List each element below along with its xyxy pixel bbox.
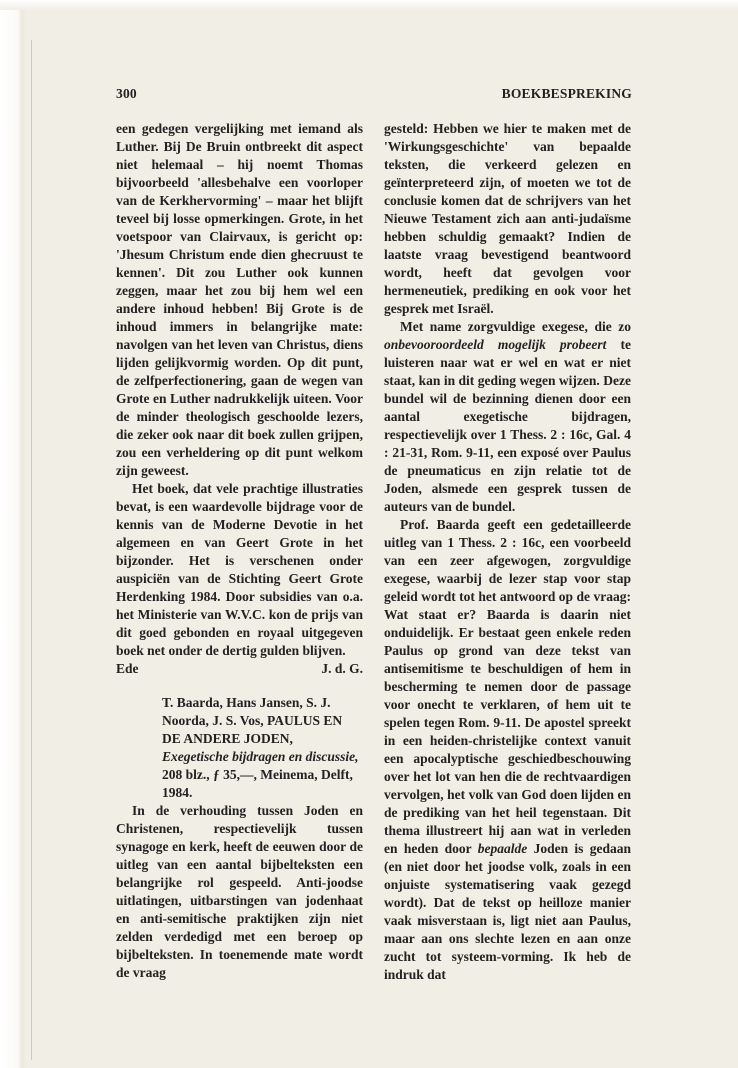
book-citation: [162, 694, 363, 802]
book-authors-title: T. Baarda, Hans Jansen, S. J. Noorda, J. S. Vos, PAULUS EN DE ANDERE JODEN,: [162, 695, 343, 746]
paragraph: gesteld: Hebben we hier te maken met de 'Wirkungsgeschichte' van bepaalde teksten, die verkeerd gelezen en geïnterpreteerd zijn, of moeten we tot de conclusie komen dat de schrijvers van het Nieuwe Testament zich aan anti-judaïsme hebben schuldig gemaakt? Indien de laatste vraag bevestigend beantwoord wordt, heeft dat gevolgen voor hermeneutiek, prediking en ook voor het gesprek met Israël.: [384, 121, 631, 316]
signature-place: Ede: [116, 661, 139, 676]
page-number: 300: [116, 86, 137, 101]
emphasis: bepaalde: [477, 841, 528, 856]
paragraph: Het boek, dat vele prachtige illustraties bevat, is een waardevolle bijdrage voor de kennis van de Moderne Devotie in het algemeen en van Geert Grote in het bijzonder. Het is verschenen onder auspiciën van de Stichting Geert Grote Herdenking 1984. Door subsidies van o.a. het Ministerie van W.V.C. kon de prijs van dit goed gebonden en royaal uitgegeven boek net onder de dertig gulden blijven.: [116, 481, 363, 658]
text-run: Met name zorgvuldige exegese, die zo: [400, 319, 631, 334]
text-run: Prof. Baarda geeft een gedetailleerde uitleg van 1 Thess. 2 : 16c, een voorbeeld van een zeer afgewogen, zorgvuldige exegese, waarbij de lezer stap voor stap geleid wordt tot het antwoord op de vraag: Wat staat er? Baarda is daarin niet onduidelijk. Er bestaat geen enkele reden Paulus op grond van deze tekst van antisemitisme te beschuldigen of hem in bescherming te nemen door de passage voor onecht te verklaren, of hem uit te spelen tegen Rom. 9-11. De apostel spreekt in een heiden-christelijke context vanuit een apocalyptische geschiedbeschouwing over het lot van hen die de rechtvaardigen vervolgen, het volk van God doen lijden en de prediking van het heil tegenstaan. Dit thema illustreert hij aan wat in verleden en heden door: [384, 517, 631, 856]
book-subtitle: Exegetische bijdragen en discussie,: [162, 749, 359, 764]
paragraph: een gedegen vergelijking met iemand als Luther. Bij De Bruin ontbreekt dit aspect niet helemaal – hij noemt Thomas bijvoorbeeld 'allesbehalve een voorloper van de Kerkhervorming' – maar het blijft teveel bij losse opmerkingen. Grote, in het voetspoor van Clairvaux, is gericht op: 'Jhesum Christum ende dien ghecruust te kennen'. Dit zou Luther ook kunnen zeggen, maar het zou bij hem wel een andere inhoud hebben! Bij Grote is de inhoud immers in belangrijke mate: navolgen van het leven van Christus, diens lijden gelijkvormig worden. Op dit punt, de zelfperfectionering, gaan de wegen van Grote en Luther nadrukkelijk uiteen. Voor de minder theologisch geschoolde lezers, die zeker ook naar dit boek zullen grijpen, zou een verheldering op dit punt welkom zijn geweest.: [116, 121, 363, 478]
left-column: [116, 120, 363, 982]
emphasis: onbevooroordeeld mogelijk probeert: [384, 337, 607, 352]
paragraph: [384, 516, 631, 984]
book-review-heading: [162, 694, 363, 802]
scan-edge-left: [0, 0, 26, 1068]
reviewer-signature: [116, 660, 363, 678]
binding-gutter-line: [31, 40, 32, 1060]
text-run: Joden is gedaan (en niet door het joodse volk, zoals in een onjuiste systematisering vaak gezegd wordt). Dat de tekst op heilloze manier vaak misverstaan is, ligt niet aan Paulus, maar aan ons slechte lezen en aan onze zucht tot systeem-vorming. Ik heb de indruk dat: [384, 841, 631, 982]
paragraph: [384, 318, 631, 516]
text-run: te luisteren naar wat er wel en wat er niet staat, kan in dit geding wegen wijzen. Deze bundel wil de bezinning dienen door een aantal exegetische bijdragen, respectievelijk over 1 Thess. 2 : 16c, Gal. 4 : 21-31, Rom. 9-11, een exposé over Paulus de pneumaticus en zijn relatie tot de Joden, alsmede een gesprek tussen de auteurs van de bundel.: [384, 337, 631, 514]
signature-initials: J. d. G.: [321, 661, 363, 676]
running-head: BOEKBESPREKING: [501, 86, 632, 101]
scan-edge-top: [0, 0, 738, 10]
right-column: [384, 120, 631, 984]
book-details: 208 blz., ƒ 35,—, Meinema, Delft, 1984.: [162, 767, 353, 800]
paragraph: In de verhouding tussen Joden en Christenen, respectievelijk tussen synagoge en kerk, heeft de eeuwen door de uitleg van een aantal bijbelteksten een belangrijke rol gespeeld. Anti-joodse uitlatingen, uitbarstingen van jodenhaat en anti-semitische praktijken zijn niet zelden verdedigd met een beroep op bijbelteksten. In toenemende mate wordt de vraag: [116, 803, 363, 980]
